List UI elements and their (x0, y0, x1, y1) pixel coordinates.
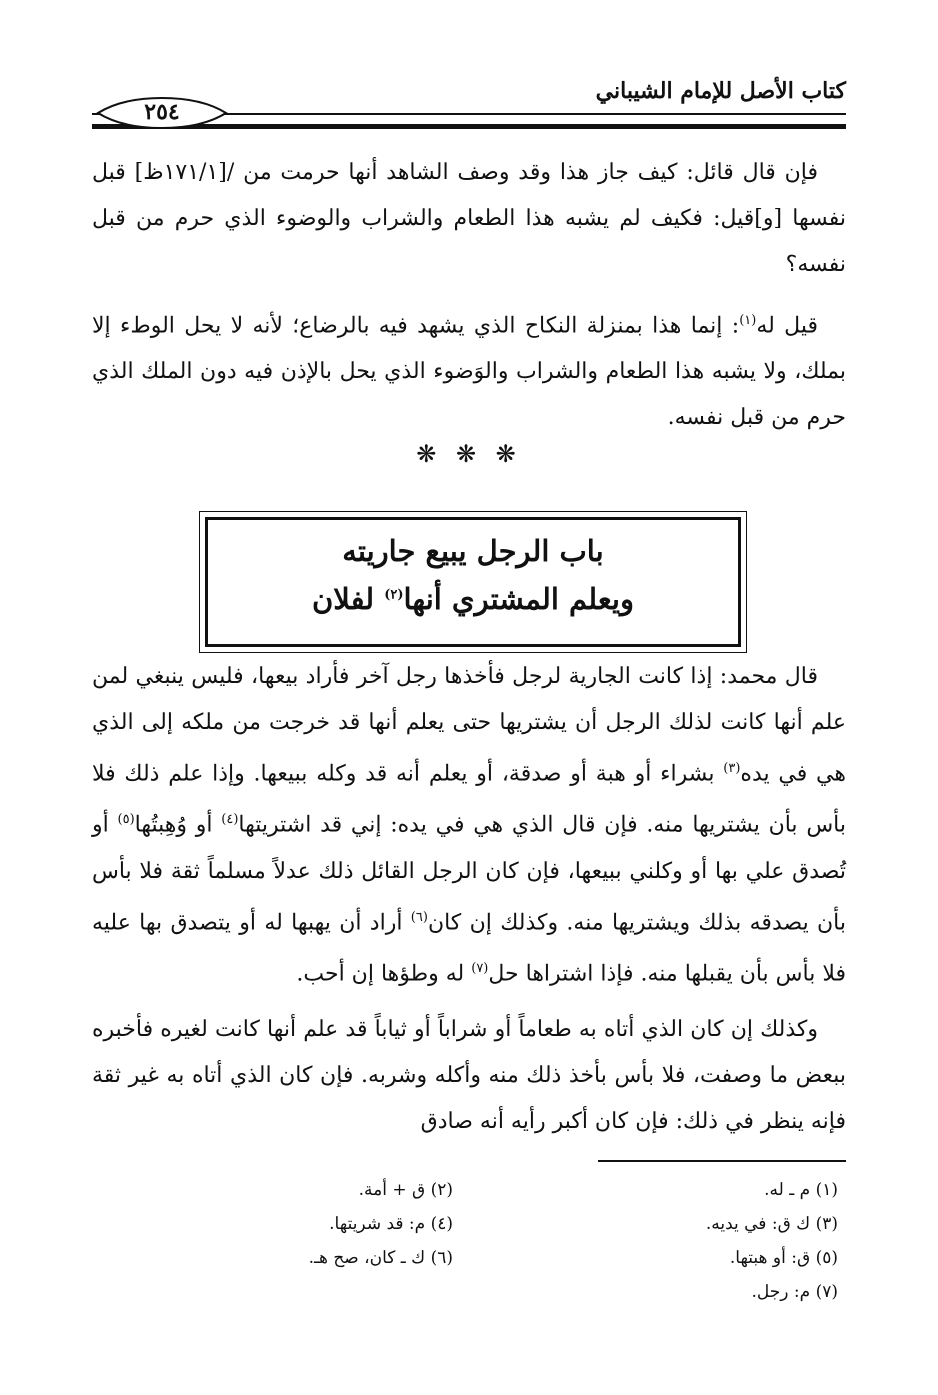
paragraph-answer (92, 298, 846, 441)
footnote-text: ق: أو هبتها. (729, 1248, 811, 1268)
footnote-number: (٧) (815, 1282, 838, 1302)
footnote-number: (٢) (430, 1180, 453, 1200)
footnote-rule (598, 1160, 846, 1162)
footnote-ref-1[interactable]: (١) (739, 313, 757, 328)
main-text-5: أراد أن يهبها له أو يتصدق بها عليه فلا بأس بأن يقبلها منه. فإذا اشتراها حل (92, 909, 846, 987)
paragraph-last: وكذلك إن كان الذي أتاه به طعاماً أو شراباً أو ثياباً قد علم أنها كانت لغيره فأخبره ببعض ما وصفت، فلا بأس بأخذ ذلك منه وأكله وشربه. فإن كان الذي أتاه به غير ثقة فإنه ينظر في ذلك: فإن كان أكبر رأيه أنه صادق (92, 1017, 846, 1135)
footnote-ref-5[interactable]: (٥) (117, 812, 135, 828)
footnote-number: (٣) (815, 1214, 838, 1234)
main-text-4: أو تُصدق علي بها أو وكلني ببيعها، فإن كان الرجل القائل ذلك عدلاً مسلماً ثقة فلا بأس بأن يصدقه بذلك ويشتريها منه. وكذلك إن كان (92, 812, 847, 935)
footnote-5 (730, 1248, 838, 1268)
footnote-7 (752, 1282, 838, 1302)
chapter-title-line1: باب الرجل يبيع جاريته (342, 534, 604, 568)
chapter-title-line2-end: لفلان (312, 582, 385, 616)
footnote-text: م: قد شريتها. (329, 1214, 426, 1234)
chapter-title-line2-text: ويعلم المشتري أنها (403, 582, 634, 616)
page-number-badge (92, 96, 232, 130)
footnote-ref-4[interactable]: (٤) (221, 812, 239, 828)
page-number: ٢٥٤ (144, 99, 180, 125)
footnote-number: (٤) (430, 1214, 453, 1234)
footnote-text: ك ـ كان، صح هـ. (308, 1248, 426, 1268)
footnote-1 (764, 1180, 838, 1200)
footnote-ref-2[interactable]: (٢) (384, 587, 404, 603)
chapter-title-line2 (208, 582, 738, 616)
paragraph-main (92, 654, 846, 997)
text-block-main (92, 654, 846, 1145)
main-text-3: أو وُهِبتُها (134, 812, 222, 838)
footnote-text: ك ق: في يديه. (705, 1214, 811, 1234)
footnote-ref-3[interactable]: (٣) (723, 761, 741, 776)
footnote-2 (359, 1180, 453, 1200)
footnote-text: م: رجل. (751, 1282, 811, 1302)
paragraph-question: فإن قال قائل: كيف جاز هذا وقد وصف الشاهد أنها حرمت من /[١٧١/١ظ] قبل نفسها [و]قيل: فكيف لم يشبه هذا الطعام والشراب والوضوء الذي حرم من قبل نفسه؟ (92, 160, 846, 277)
section-separator: ❋ ❋ ❋ (416, 440, 522, 468)
footnote-number: (١) (815, 1180, 838, 1200)
footnote-ref-7[interactable]: (٧) (471, 960, 489, 976)
footnote-text: م ـ له. (764, 1180, 811, 1200)
main-text-2: بشراء أو هبة أو صدقة، أو يعلم أنه قد وكله ببيعها. وإذا علم ذلك فلا بأس بأن يشتريها منه. فإن قال الذي هي في يده: إني قد اشتريتها (92, 761, 846, 838)
footnote-number: (٦) (430, 1248, 453, 1268)
text-block-top (92, 150, 846, 441)
footnote-6 (309, 1248, 453, 1268)
answer-body: : إنما هذا بمنزلة النكاح الذي يشهد فيه بالرضاع؛ لأنه لا يحل الوطء إلا بملك، ولا يشبه هذا الطعام والشراب والوَضوء الذي يحل بالإذن فيه دون الملك الذي حرم من قبل نفسه. (92, 313, 846, 431)
footnote-3 (706, 1214, 838, 1234)
footnote-4 (329, 1214, 453, 1234)
footnote-text: ق + أمة. (358, 1180, 426, 1200)
footnote-ref-6[interactable]: (٦) (410, 909, 428, 925)
main-text-6: له وطؤها إن أحب. (296, 961, 472, 987)
footnote-number: (٥) (815, 1248, 838, 1268)
running-header-title: كتاب الأصل للإمام الشيباني (595, 78, 846, 104)
main-text-1: قال محمد: إذا كانت الجارية لرجل فأخذها رجل آخر فأراد بيعها، فليس ينبغي لمن علم أنها كانت لذلك الرجل أن يشتريها حتى يعلم أنها قد خرجت من ملكه إلى الذي هي في يده (92, 664, 846, 787)
answer-lead: قيل له (756, 313, 818, 339)
chapter-heading-box (205, 517, 741, 647)
